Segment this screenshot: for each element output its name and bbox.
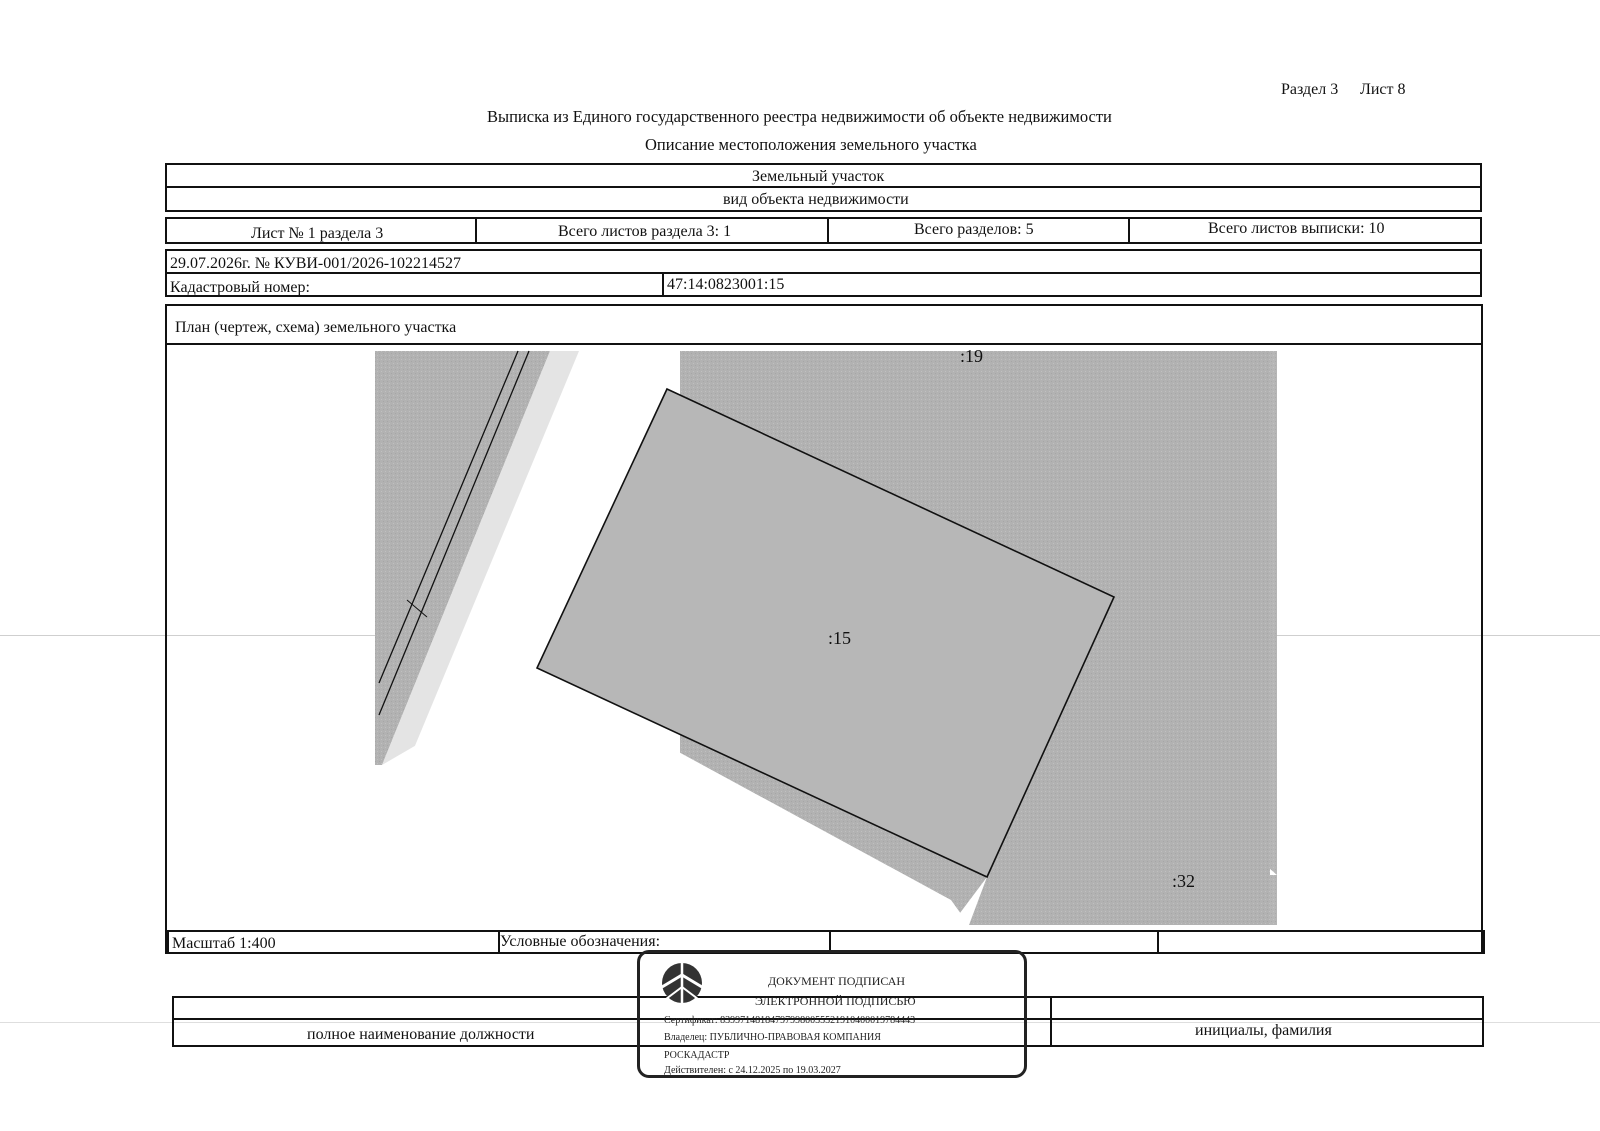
divider [165, 272, 1482, 274]
sheet-label: Лист 8 [1360, 81, 1406, 98]
total-sheets-section: Всего листов раздела 3: 1 [558, 223, 732, 240]
divider [1050, 996, 1052, 1047]
parcel-label-32: :32 [1172, 871, 1196, 891]
electronic-signature-stamp [637, 950, 1027, 1078]
stamp-validity: Действителен: с 24.12.2025 по 19.03.2027 [664, 1065, 841, 1076]
stamp-owner-2: РОСКАДАСТР [664, 1050, 730, 1061]
object-type-value: Земельный участок [752, 168, 885, 185]
plan-title: План (чертеж, схема) земельного участка [175, 319, 457, 336]
document-title: Выписка из Единого государственного реестра недвижимости об объекте недвижимости [487, 107, 1112, 126]
divider [165, 186, 1482, 188]
legend-label: Условные обозначения: [500, 933, 661, 950]
stamp-certificate: Сертификат: 839971481847979980055521910400019784443 [664, 1015, 916, 1026]
total-sheets-extract: Всего листов выписки: 10 [1208, 220, 1385, 237]
parcel-label-15: :15 [828, 628, 852, 648]
stamp-line-2: ЭЛЕКТРОННОЙ ПОДПИСЬЮ [755, 994, 916, 1008]
sheet-of-section: Лист № 1 раздела 3 [251, 225, 384, 242]
document-subtitle: Описание местоположения земельного участка [645, 135, 977, 154]
extract-date-number: 29.07.2026г. № КУВИ-001/2026-102214527 [170, 255, 462, 272]
stamp-owner: Владелец: ПУБЛИЧНО-ПРАВОВАЯ КОМПАНИЯ [664, 1032, 881, 1043]
stamp-line-1: ДОКУМЕНТ ПОДПИСАН [768, 974, 906, 988]
name-caption: инициалы, фамилия [1195, 1022, 1332, 1039]
divider [1157, 930, 1159, 954]
divider [475, 217, 477, 244]
roskadastr-logo-icon [660, 961, 704, 1005]
parcel-plan-drawing [167, 345, 1481, 931]
divider [827, 217, 829, 244]
divider [662, 272, 664, 297]
object-type-caption: вид объекта недвижимости [723, 191, 909, 208]
divider [1128, 217, 1130, 244]
scale-label: Масштаб 1:400 [172, 935, 276, 952]
parcel-label-19: :19 [960, 346, 984, 366]
total-sections: Всего разделов: 5 [914, 221, 1034, 238]
cadastral-number: 47:14:0823001:15 [667, 276, 785, 293]
position-caption: полное наименование должности [307, 1026, 535, 1043]
section-label: Раздел 3 [1281, 81, 1339, 98]
cadastral-label: Кадастровый номер: [170, 279, 310, 296]
